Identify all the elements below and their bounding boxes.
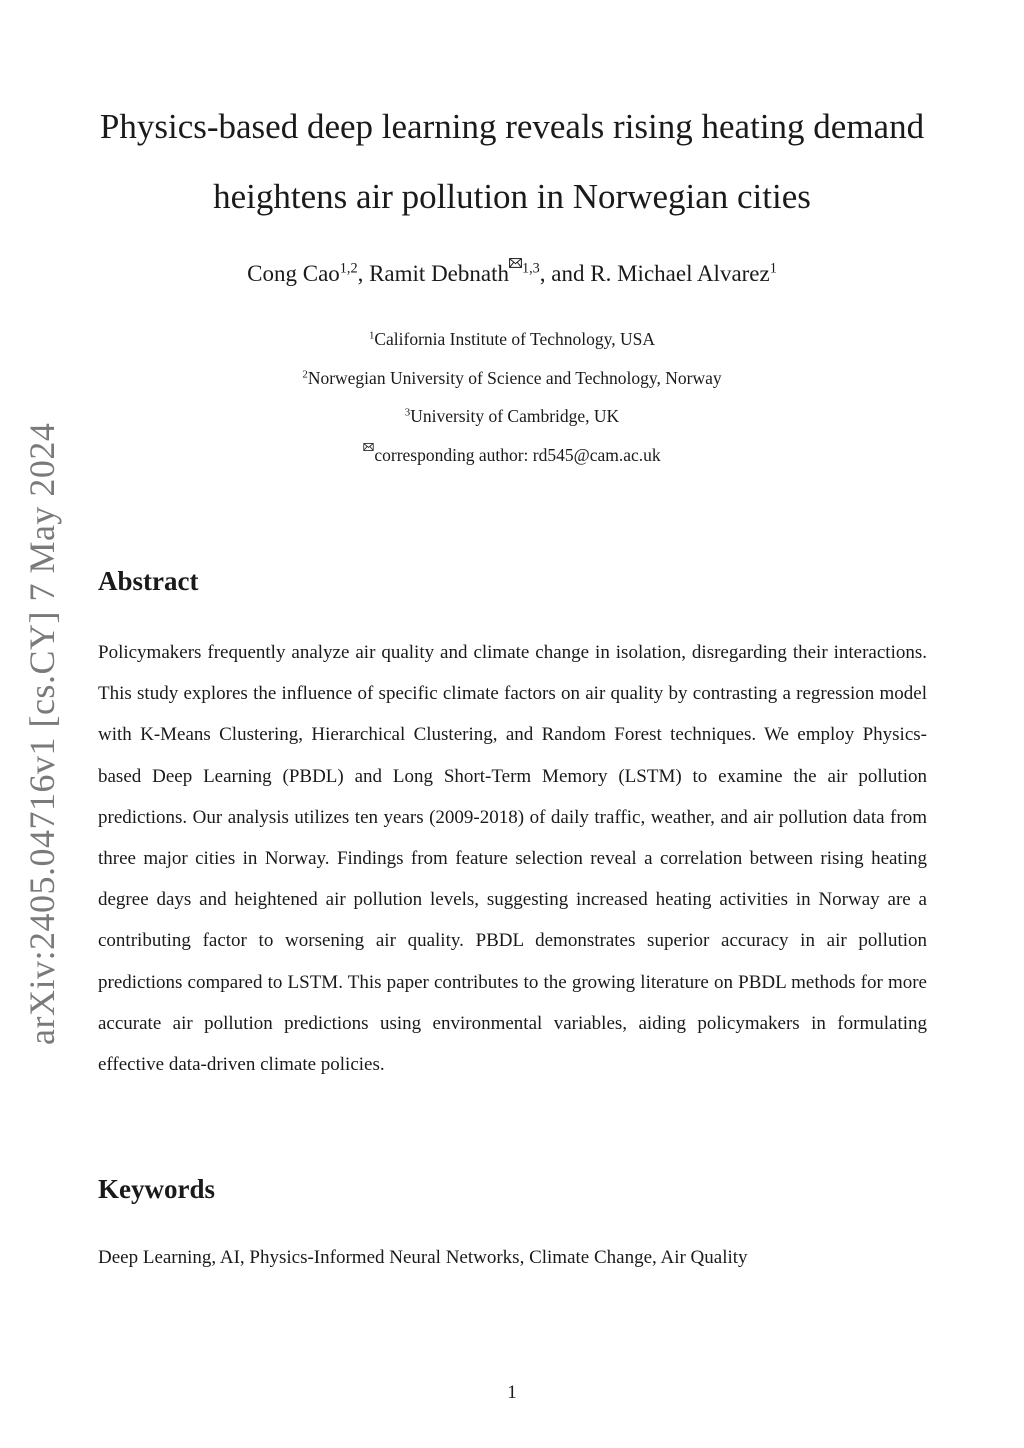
title-line-2: heightens air pollution in Norwegian cities (213, 177, 811, 216)
author-affiliation-sup: 1 (769, 260, 777, 277)
corresponding-author-line (80, 436, 944, 475)
keywords-heading: Keywords (98, 1174, 215, 1204)
page-number: 1 (507, 1382, 517, 1403)
envelope-icon (509, 258, 522, 268)
author-list (80, 256, 944, 292)
affiliation-item (80, 320, 944, 359)
paper-title (80, 92, 944, 232)
author-name: R. Michael Alvarez (590, 261, 770, 286)
affiliation-list (80, 320, 944, 474)
author-name: Ramit Debnath (369, 261, 509, 286)
affiliation-text: California Institute of Technology, USA (374, 329, 656, 349)
arxiv-side-stamp: arXiv:2405.04716v1 [cs.CY] 7 May 2024 (22, 422, 62, 1045)
affiliation-sup: 1 (368, 329, 375, 342)
corresponding-author-text: corresponding author: rd545@cam.ac.uk (374, 444, 661, 465)
author-affiliation-sup: 1,2 (339, 260, 358, 277)
keywords-body: Deep Learning, AI, Physics-Informed Neural Networks, Climate Change, Air Quality (98, 1247, 748, 1268)
affiliation-item (80, 359, 944, 398)
affiliation-sup: 2 (302, 368, 308, 380)
author-affiliation-sup: 1,3 (521, 260, 540, 277)
title-line-1: Physics-based deep learning reveals rising heating demand (99, 107, 925, 146)
affiliation-item (80, 397, 944, 436)
abstract-heading: Abstract (98, 566, 199, 596)
envelope-icon (363, 443, 374, 451)
abstract-body: Policymakers frequently analyze air quality and climate change in isolation, disregarding their interactions. This study explores the influence of specific climate factors on air quality by contrasting a regression model with K-Means Clustering, Hierarchical Clustering, and Random Forest techniques. We employ Physics-based Deep Learning (PBDL) and Long Short-Term Memory (LSTM) to examine the air pollution predictions. Our analysis utilizes ten years (2009-2018) of daily traffic, weather, and air pollution data from three major cities in Norway. Findings from feature selection reveal a correlation between rising heating degree days and heightened air pollution levels, suggesting increased heating activities in Norway are a contributing factor to worsening air quality. PBDL demonstrates superior accuracy in air pollution predictions compared to LSTM. This paper contributes to the growing literature on PBDL methods for more accurate air pollution predictions using environmental variables, aiding policymakers in formulating effective data-driven climate policies. (98, 642, 927, 1076)
affiliation-text: University of Cambridge, UK (410, 406, 620, 426)
affiliation-sup: 3 (404, 406, 411, 419)
author-name: Cong Cao (247, 261, 340, 286)
author-separator: , (357, 261, 370, 286)
author-separator: , and (539, 261, 591, 286)
affiliation-text: Norwegian University of Science and Technology, Norway (307, 367, 722, 388)
